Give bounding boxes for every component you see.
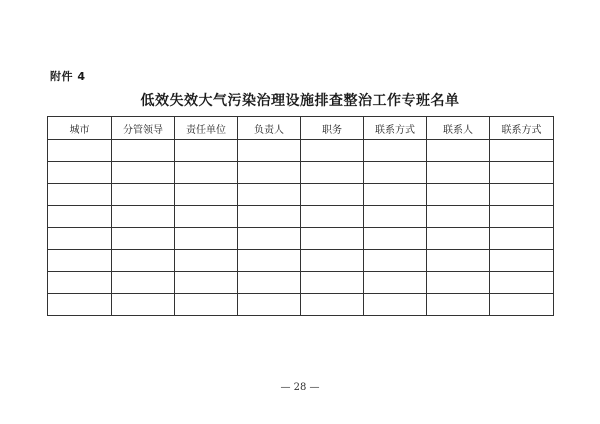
table-cell — [112, 162, 175, 184]
table-cell — [48, 272, 112, 294]
table-cell — [490, 206, 554, 228]
column-header-contact-info: 联系方式 — [364, 117, 427, 140]
column-header-responsible-unit: 责任单位 — [175, 117, 238, 140]
table-cell — [301, 294, 364, 316]
table-cell — [427, 184, 490, 206]
table-cell — [427, 140, 490, 162]
table-cell — [175, 162, 238, 184]
table-cell — [175, 206, 238, 228]
column-header-leader-in-charge: 分管领导 — [112, 117, 175, 140]
table-row — [48, 294, 554, 316]
attachment-label: 附件 4 — [50, 70, 86, 83]
table-row — [48, 228, 554, 250]
table-cell — [301, 272, 364, 294]
table-cell — [364, 162, 427, 184]
table-row — [48, 140, 554, 162]
document-title: 低效失效大气污染治理设施排查整治工作专班名单 — [140, 93, 460, 109]
table-cell — [364, 250, 427, 272]
table-cell — [427, 162, 490, 184]
table-cell — [175, 228, 238, 250]
table-cell — [238, 184, 301, 206]
table-row — [48, 250, 554, 272]
table-cell — [301, 184, 364, 206]
table-cell — [48, 294, 112, 316]
table-cell — [112, 140, 175, 162]
page-number: — 28 — — [280, 382, 320, 393]
column-header-person-in-charge: 负责人 — [238, 117, 301, 140]
table-cell — [364, 184, 427, 206]
table-cell — [175, 294, 238, 316]
table-cell — [48, 250, 112, 272]
table-cell — [175, 250, 238, 272]
table-row — [48, 162, 554, 184]
table-cell — [427, 228, 490, 250]
table-cell — [112, 250, 175, 272]
table-cell — [48, 206, 112, 228]
table-cell — [301, 140, 364, 162]
table-cell — [364, 206, 427, 228]
table-cell — [112, 184, 175, 206]
table-cell — [364, 272, 427, 294]
table-cell — [112, 294, 175, 316]
table-cell — [112, 228, 175, 250]
table-cell — [112, 272, 175, 294]
table-cell — [175, 140, 238, 162]
column-header-position: 职务 — [301, 117, 364, 140]
column-header-contact-person: 联系人 — [427, 117, 490, 140]
table-cell — [238, 272, 301, 294]
table-cell — [427, 250, 490, 272]
table-cell — [48, 184, 112, 206]
table-cell — [238, 228, 301, 250]
table-cell — [301, 250, 364, 272]
table-cell — [364, 140, 427, 162]
table-cell — [112, 206, 175, 228]
table-cell — [301, 206, 364, 228]
table-cell — [364, 294, 427, 316]
table-cell — [48, 140, 112, 162]
table-cell — [48, 228, 112, 250]
table-cell — [427, 206, 490, 228]
table-row — [48, 272, 554, 294]
table-cell — [490, 228, 554, 250]
table-cell — [490, 272, 554, 294]
table-cell — [48, 162, 112, 184]
table-cell — [364, 228, 427, 250]
table-cell — [238, 294, 301, 316]
table-cell — [238, 250, 301, 272]
table-header-row — [48, 117, 554, 140]
column-header-city: 城市 — [48, 117, 112, 140]
table-cell — [175, 184, 238, 206]
table-cell — [301, 162, 364, 184]
table-cell — [490, 162, 554, 184]
table-body — [48, 140, 554, 316]
table-cell — [490, 294, 554, 316]
table-cell — [238, 140, 301, 162]
table-row — [48, 184, 554, 206]
table-cell — [427, 272, 490, 294]
table-cell — [427, 294, 490, 316]
table-cell — [490, 140, 554, 162]
table-cell — [490, 184, 554, 206]
table-cell — [490, 250, 554, 272]
column-header-contact-info-2: 联系方式 — [490, 117, 554, 140]
table-cell — [301, 228, 364, 250]
roster-table — [47, 116, 554, 316]
table-row — [48, 206, 554, 228]
table-cell — [175, 272, 238, 294]
table-cell — [238, 162, 301, 184]
table-cell — [238, 206, 301, 228]
